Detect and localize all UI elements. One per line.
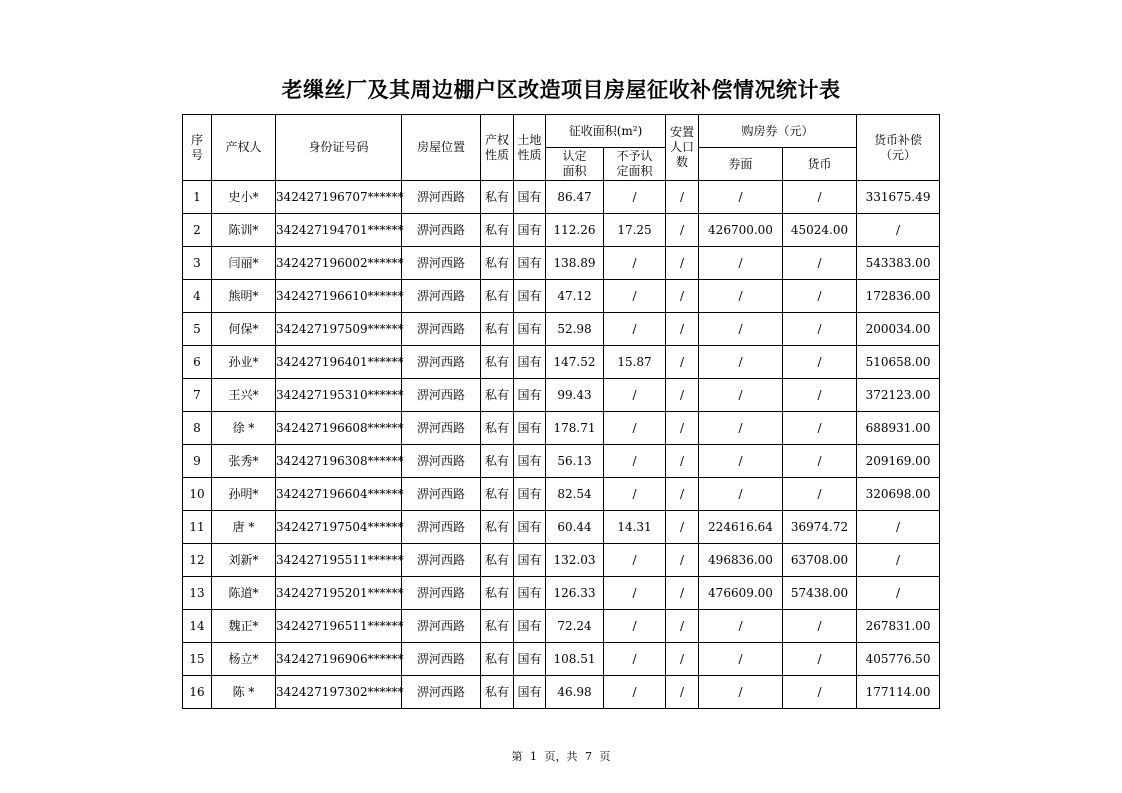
- cell-face: /: [699, 412, 783, 445]
- header-voucher-group: 购房券（元）: [699, 115, 857, 148]
- cell-id: 342427197302******: [276, 676, 402, 709]
- cell-land: 国有: [514, 346, 546, 379]
- cell-id: 342427196604******: [276, 478, 402, 511]
- header-seq: 序号: [183, 115, 212, 181]
- cell-location: 淠河西路: [402, 379, 481, 412]
- table-row: [183, 313, 940, 346]
- cell-face: /: [699, 610, 783, 643]
- cell-land: 国有: [514, 544, 546, 577]
- cell-property: 私有: [481, 511, 514, 544]
- cell-owner: 闫丽*: [212, 247, 276, 280]
- cell-owner: 陈训*: [212, 214, 276, 247]
- cell-cash: 405776.50: [857, 643, 940, 676]
- cell-property: 私有: [481, 445, 514, 478]
- cell-land: 国有: [514, 577, 546, 610]
- cell-denied: /: [604, 280, 666, 313]
- cell-resettle: /: [666, 445, 699, 478]
- cell-property: 私有: [481, 313, 514, 346]
- cell-denied: /: [604, 412, 666, 445]
- cell-resettle: /: [666, 577, 699, 610]
- cell-confirmed: 47.12: [546, 280, 604, 313]
- cell-money: /: [783, 346, 857, 379]
- cell-resettle: /: [666, 313, 699, 346]
- cell-resettle: /: [666, 412, 699, 445]
- cell-money: /: [783, 445, 857, 478]
- cell-cash: 331675.49: [857, 181, 940, 214]
- cell-owner: 何保*: [212, 313, 276, 346]
- cell-denied: /: [604, 643, 666, 676]
- cell-owner: 熊明*: [212, 280, 276, 313]
- cell-confirmed: 86.47: [546, 181, 604, 214]
- cell-resettle: /: [666, 544, 699, 577]
- cell-cash: 510658.00: [857, 346, 940, 379]
- cell-land: 国有: [514, 610, 546, 643]
- table-row: [183, 214, 940, 247]
- cell-seq: 10: [183, 478, 212, 511]
- header-resettle: 安置人口数: [666, 115, 699, 181]
- cell-resettle: /: [666, 346, 699, 379]
- cell-seq: 15: [183, 643, 212, 676]
- cell-denied: /: [604, 676, 666, 709]
- cell-land: 国有: [514, 379, 546, 412]
- header-area-denied: 不予认定面积: [604, 148, 666, 181]
- cell-id: 342427197509******: [276, 313, 402, 346]
- cell-confirmed: 56.13: [546, 445, 604, 478]
- cell-property: 私有: [481, 280, 514, 313]
- header-voucher-money: 货币: [783, 148, 857, 181]
- header-owner: 产权人: [212, 115, 276, 181]
- cell-cash: 320698.00: [857, 478, 940, 511]
- cell-resettle: /: [666, 511, 699, 544]
- cell-resettle: /: [666, 610, 699, 643]
- cell-denied: 14.31: [604, 511, 666, 544]
- cell-confirmed: 52.98: [546, 313, 604, 346]
- cell-denied: /: [604, 445, 666, 478]
- cell-resettle: /: [666, 181, 699, 214]
- cell-face: /: [699, 676, 783, 709]
- cell-location: 淠河西路: [402, 676, 481, 709]
- cell-property: 私有: [481, 610, 514, 643]
- cell-location: 淠河西路: [402, 445, 481, 478]
- cell-location: 淠河西路: [402, 247, 481, 280]
- header-id: 身份证号码: [276, 115, 402, 181]
- cell-location: 淠河西路: [402, 643, 481, 676]
- cell-resettle: /: [666, 247, 699, 280]
- cell-money: /: [783, 643, 857, 676]
- cell-owner: 刘新*: [212, 544, 276, 577]
- cell-confirmed: 178.71: [546, 412, 604, 445]
- cell-cash: 200034.00: [857, 313, 940, 346]
- cell-id: 342427196707******: [276, 181, 402, 214]
- cell-cash: /: [857, 511, 940, 544]
- cell-face: /: [699, 181, 783, 214]
- cell-seq: 6: [183, 346, 212, 379]
- cell-cash: 688931.00: [857, 412, 940, 445]
- table-row: [183, 247, 940, 280]
- cell-confirmed: 72.24: [546, 610, 604, 643]
- cell-land: 国有: [514, 181, 546, 214]
- cell-money: 45024.00: [783, 214, 857, 247]
- cell-denied: /: [604, 478, 666, 511]
- cell-location: 淠河西路: [402, 214, 481, 247]
- cell-resettle: /: [666, 643, 699, 676]
- cell-id: 342427197504******: [276, 511, 402, 544]
- cell-owner: 陈 *: [212, 676, 276, 709]
- cell-property: 私有: [481, 247, 514, 280]
- cell-face: /: [699, 280, 783, 313]
- header-area-confirmed: 认定面积: [546, 148, 604, 181]
- cell-confirmed: 60.44: [546, 511, 604, 544]
- header-cash: 货币补偿（元）: [857, 115, 940, 181]
- cell-cash: /: [857, 214, 940, 247]
- cell-land: 国有: [514, 511, 546, 544]
- cell-seq: 4: [183, 280, 212, 313]
- cell-land: 国有: [514, 445, 546, 478]
- table-row: [183, 643, 940, 676]
- cell-confirmed: 99.43: [546, 379, 604, 412]
- cell-denied: /: [604, 610, 666, 643]
- cell-denied: /: [604, 313, 666, 346]
- header-land-nature: 土地性质: [514, 115, 546, 181]
- table-row: [183, 412, 940, 445]
- cell-face: 426700.00: [699, 214, 783, 247]
- table-row: [183, 478, 940, 511]
- cell-seq: 7: [183, 379, 212, 412]
- cell-face: /: [699, 313, 783, 346]
- cell-money: 57438.00: [783, 577, 857, 610]
- cell-land: 国有: [514, 643, 546, 676]
- cell-seq: 2: [183, 214, 212, 247]
- cell-seq: 14: [183, 610, 212, 643]
- cell-cash: 267831.00: [857, 610, 940, 643]
- cell-property: 私有: [481, 478, 514, 511]
- cell-face: 476609.00: [699, 577, 783, 610]
- cell-seq: 3: [183, 247, 212, 280]
- cell-id: 342427195511******: [276, 544, 402, 577]
- table-row: [183, 379, 940, 412]
- cell-land: 国有: [514, 280, 546, 313]
- header-area-group: 征收面积(m²): [546, 115, 666, 148]
- cell-id: 342427194701******: [276, 214, 402, 247]
- cell-land: 国有: [514, 313, 546, 346]
- footer-prefix: 第: [511, 750, 523, 763]
- footer-mid: 页，共: [544, 750, 578, 763]
- cell-face: /: [699, 643, 783, 676]
- cell-face: /: [699, 379, 783, 412]
- cell-confirmed: 112.26: [546, 214, 604, 247]
- cell-resettle: /: [666, 214, 699, 247]
- cell-cash: 543383.00: [857, 247, 940, 280]
- cell-property: 私有: [481, 643, 514, 676]
- cell-location: 淠河西路: [402, 181, 481, 214]
- cell-resettle: /: [666, 379, 699, 412]
- cell-seq: 16: [183, 676, 212, 709]
- table-row: [183, 544, 940, 577]
- cell-property: 私有: [481, 676, 514, 709]
- cell-confirmed: 147.52: [546, 346, 604, 379]
- table-row: [183, 445, 940, 478]
- table-header: [183, 115, 940, 181]
- cell-money: /: [783, 610, 857, 643]
- cell-confirmed: 138.89: [546, 247, 604, 280]
- cell-property: 私有: [481, 214, 514, 247]
- cell-face: /: [699, 346, 783, 379]
- table-row: [183, 511, 940, 544]
- header-property-nature: 产权性质: [481, 115, 514, 181]
- cell-property: 私有: [481, 181, 514, 214]
- cell-seq: 13: [183, 577, 212, 610]
- header-location: 房屋位置: [402, 115, 481, 181]
- cell-owner: 魏正*: [212, 610, 276, 643]
- cell-land: 国有: [514, 247, 546, 280]
- cell-location: 淠河西路: [402, 577, 481, 610]
- cell-owner: 陈道*: [212, 577, 276, 610]
- cell-property: 私有: [481, 577, 514, 610]
- cell-owner: 徐 *: [212, 412, 276, 445]
- cell-location: 淠河西路: [402, 610, 481, 643]
- cell-denied: 17.25: [604, 214, 666, 247]
- page-footer: [0, 748, 1122, 764]
- cell-confirmed: 82.54: [546, 478, 604, 511]
- cell-face: 496836.00: [699, 544, 783, 577]
- page-title: 老缫丝厂及其周边棚户区改造项目房屋征收补偿情况统计表: [281, 78, 841, 102]
- cell-confirmed: 108.51: [546, 643, 604, 676]
- cell-owner: 杨立*: [212, 643, 276, 676]
- cell-money: /: [783, 313, 857, 346]
- cell-location: 淠河西路: [402, 346, 481, 379]
- cell-money: /: [783, 379, 857, 412]
- table-body: [183, 181, 940, 709]
- cell-property: 私有: [481, 412, 514, 445]
- cell-denied: 15.87: [604, 346, 666, 379]
- cell-face: 224616.64: [699, 511, 783, 544]
- cell-denied: /: [604, 544, 666, 577]
- cell-money: /: [783, 478, 857, 511]
- cell-money: 63708.00: [783, 544, 857, 577]
- cell-land: 国有: [514, 676, 546, 709]
- cell-location: 淠河西路: [402, 544, 481, 577]
- cell-owner: 孙明*: [212, 478, 276, 511]
- cell-confirmed: 126.33: [546, 577, 604, 610]
- cell-money: /: [783, 676, 857, 709]
- table-row: [183, 346, 940, 379]
- cell-owner: 张秀*: [212, 445, 276, 478]
- footer-total-pages: 7: [585, 750, 592, 763]
- cell-id: 342427195201******: [276, 577, 402, 610]
- cell-denied: /: [604, 181, 666, 214]
- cell-id: 342427196308******: [276, 445, 402, 478]
- cell-cash: 372123.00: [857, 379, 940, 412]
- cell-land: 国有: [514, 214, 546, 247]
- cell-owner: 唐 *: [212, 511, 276, 544]
- cell-id: 342427196906******: [276, 643, 402, 676]
- cell-face: /: [699, 478, 783, 511]
- cell-owner: 孙业*: [212, 346, 276, 379]
- footer-suffix: 页: [599, 750, 611, 763]
- table-row: [183, 577, 940, 610]
- cell-denied: /: [604, 577, 666, 610]
- cell-location: 淠河西路: [402, 511, 481, 544]
- cell-confirmed: 46.98: [546, 676, 604, 709]
- cell-seq: 12: [183, 544, 212, 577]
- cell-cash: 209169.00: [857, 445, 940, 478]
- cell-id: 342427196002******: [276, 247, 402, 280]
- cell-seq: 9: [183, 445, 212, 478]
- cell-id: 342427195310******: [276, 379, 402, 412]
- cell-property: 私有: [481, 346, 514, 379]
- cell-money: 36974.72: [783, 511, 857, 544]
- cell-cash: 172836.00: [857, 280, 940, 313]
- cell-cash: /: [857, 577, 940, 610]
- cell-resettle: /: [666, 478, 699, 511]
- cell-confirmed: 132.03: [546, 544, 604, 577]
- cell-money: /: [783, 280, 857, 313]
- cell-denied: /: [604, 379, 666, 412]
- cell-cash: /: [857, 544, 940, 577]
- cell-face: /: [699, 247, 783, 280]
- cell-property: 私有: [481, 379, 514, 412]
- cell-resettle: /: [666, 676, 699, 709]
- cell-money: /: [783, 412, 857, 445]
- cell-id: 342427196608******: [276, 412, 402, 445]
- cell-location: 淠河西路: [402, 412, 481, 445]
- cell-cash: 177114.00: [857, 676, 940, 709]
- cell-location: 淠河西路: [402, 478, 481, 511]
- table-row: [183, 676, 940, 709]
- cell-location: 淠河西路: [402, 280, 481, 313]
- cell-seq: 8: [183, 412, 212, 445]
- cell-land: 国有: [514, 412, 546, 445]
- footer-current-page: 1: [530, 750, 537, 763]
- table-row: [183, 181, 940, 214]
- cell-face: /: [699, 445, 783, 478]
- cell-owner: 王兴*: [212, 379, 276, 412]
- cell-id: 342427196401******: [276, 346, 402, 379]
- cell-money: /: [783, 181, 857, 214]
- cell-seq: 11: [183, 511, 212, 544]
- cell-id: 342427196511******: [276, 610, 402, 643]
- header-voucher-face: 券面: [699, 148, 783, 181]
- cell-location: 淠河西路: [402, 313, 481, 346]
- table-row: [183, 610, 940, 643]
- cell-owner: 史小*: [212, 181, 276, 214]
- cell-seq: 1: [183, 181, 212, 214]
- cell-property: 私有: [481, 544, 514, 577]
- cell-denied: /: [604, 247, 666, 280]
- cell-seq: 5: [183, 313, 212, 346]
- cell-resettle: /: [666, 280, 699, 313]
- cell-money: /: [783, 247, 857, 280]
- cell-id: 342427196610******: [276, 280, 402, 313]
- compensation-table: [182, 114, 940, 709]
- table-row: [183, 280, 940, 313]
- cell-land: 国有: [514, 478, 546, 511]
